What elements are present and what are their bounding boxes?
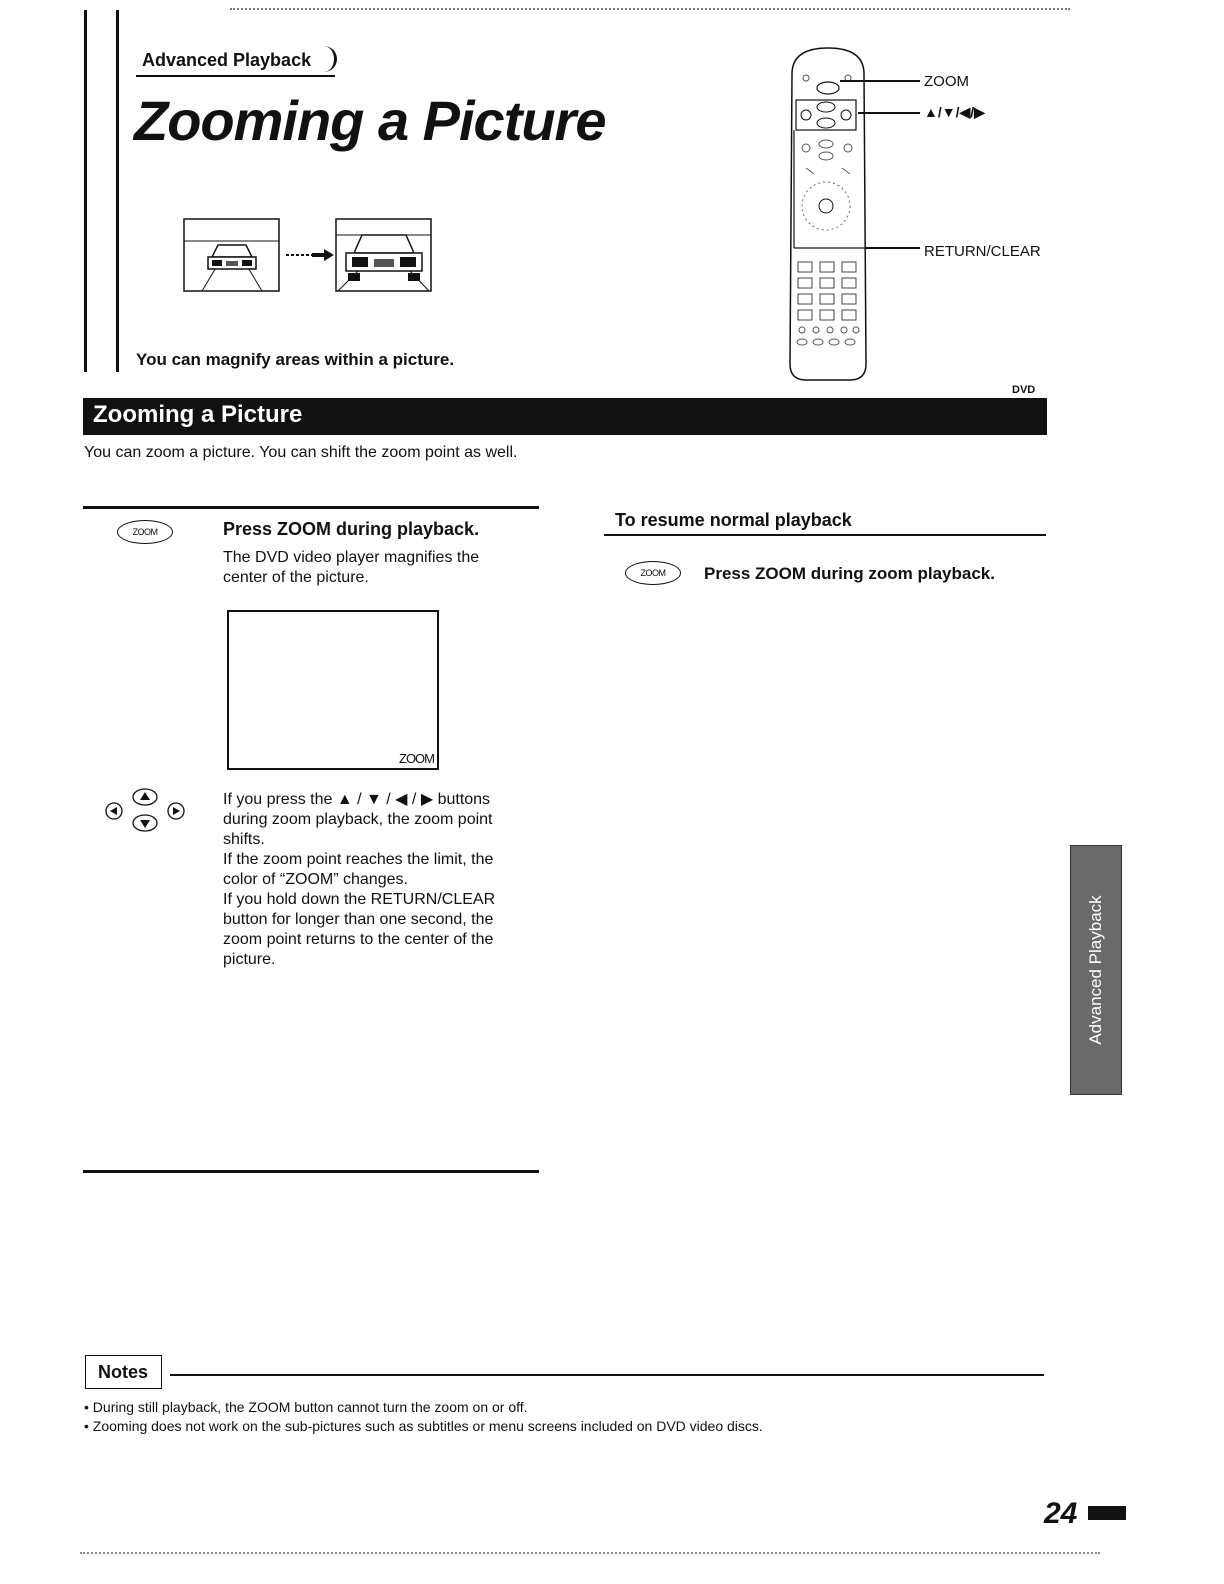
step2-line-9: picture.	[223, 951, 276, 968]
callout-line-return	[866, 247, 920, 249]
arrow-buttons-icon	[100, 786, 190, 836]
notes-label: Notes	[98, 1362, 149, 1382]
step2-line-4: If the zoom point reaches the limit, the	[223, 851, 494, 868]
resume-rule	[604, 534, 1046, 536]
breadcrumb: Advanced Playback	[136, 48, 335, 77]
car-small-picture	[184, 219, 279, 291]
callout-zoom: ZOOM	[924, 73, 969, 90]
step1-title: Press ZOOM during playback.	[223, 519, 480, 539]
step2-line-5: color of “ZOOM” changes.	[223, 871, 408, 888]
dvd-badge: DVD	[1012, 384, 1036, 396]
note-item-1: • During still playback, the ZOOM button cannot turn the zoom on or off.	[84, 1399, 528, 1415]
callout-line-zoom	[840, 80, 920, 82]
section-title: Zooming a Picture	[93, 401, 303, 428]
page-title: Zooming a Picture	[134, 89, 606, 152]
side-tab	[1070, 845, 1122, 1095]
resume-text: Press ZOOM during zoom playback.	[704, 564, 995, 583]
step2-line-3: shifts.	[223, 831, 265, 848]
car-zoom-illustration	[182, 217, 434, 295]
step1-text-line2: center of the picture.	[223, 569, 369, 586]
remote-control-illustration	[784, 44, 874, 384]
section-header-bar	[83, 398, 1047, 435]
car-zoomed-picture	[336, 219, 431, 291]
step2-line-8: zoom point returns to the center of the	[223, 931, 494, 948]
callout-arrows: ▲/▼/◀/▶	[924, 104, 985, 120]
remote-zoom-button	[817, 82, 839, 94]
zoom-screen-illustration	[227, 610, 439, 770]
step1-text-line1: The DVD video player magnifies the	[223, 549, 480, 566]
margin-bar-left	[84, 10, 87, 372]
page-number: 24	[1044, 1497, 1078, 1530]
step-column-bottom-rule	[83, 1170, 539, 1173]
zoom-arrow	[286, 249, 334, 261]
callout-line-arrows	[858, 112, 920, 114]
scan-top-edge	[230, 8, 1070, 10]
step2-line-6: If you hold down the RETURN/CLEAR	[223, 891, 496, 908]
note-item-2: • Zooming does not work on the sub-pictures such as subtitles or menu screens included on DVD video discs.	[84, 1418, 763, 1434]
notes-rule	[170, 1374, 1044, 1376]
callout-return-clear: RETURN/CLEAR	[924, 243, 1041, 260]
step-column-top-rule	[83, 506, 539, 509]
page-number-mark	[1088, 1506, 1126, 1520]
step2-line-2: during zoom playback, the zoom point	[223, 811, 493, 828]
scan-bottom-edge	[80, 1552, 1100, 1554]
resume-zoom-button-icon: ZOOM	[625, 561, 681, 585]
side-tab-label: Advanced Playback	[1086, 895, 1105, 1045]
section-description: You can zoom a picture. You can shift the zoom point as well.	[84, 444, 518, 461]
zoom-button-icon: ZOOM	[117, 520, 173, 544]
step2-line-7: button for longer than one second, the	[223, 911, 494, 928]
intro-text: You can magnify areas within a picture.	[136, 350, 455, 369]
resume-title: To resume normal playback	[615, 510, 852, 530]
screen-zoom-label: ZOOM	[399, 751, 434, 766]
step2-line-1: If you press the ▲ / ▼ / ◀ / ▶ buttons	[223, 791, 491, 808]
margin-bar-right	[116, 10, 119, 372]
